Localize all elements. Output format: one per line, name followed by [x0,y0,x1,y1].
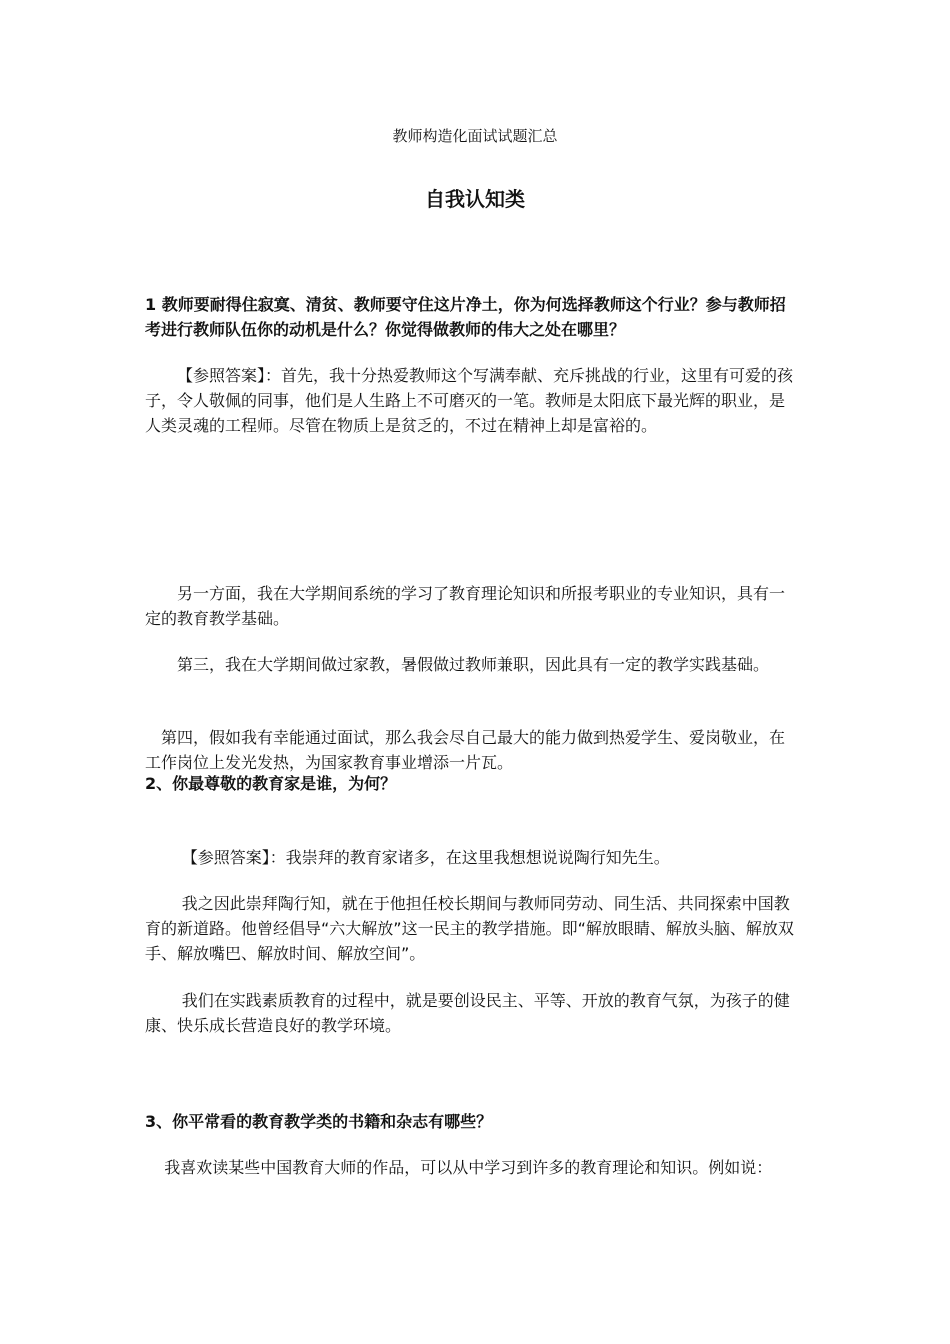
question-1: 1 教师要耐得住寂寞、清贫、教师要守住这片净土，你为何选择教师这个行业？参与教师招考进行教师队伍你的动机是什么？你觉得做教师的伟大之处在哪里？ [145,295,786,339]
answer-1-paragraph-3: 第三，我在大学期间做过家教，暑假做过教师兼职，因此具有一定的教学实践基础。 [177,655,770,674]
answer-1: 【参照答案】：首先，我十分热爱教师这个写满奉献、充斥挑战的行业，这里有可爱的孩子，令人敬佩的同事，他们是人生路上不可磨灭的一笔。教师是太阳底下最光辉的职业，是人类灵魂的工程师。尽管在物质上是贫乏的，不过在精神上却是富裕的。 [145,366,794,435]
answer-1-paragraph-2: 另一方面，我在大学期间系统的学习了教育理论知识和所报考职业的专业知识，具有一定的教育教学基础。 [145,584,786,628]
question-2: 2、你最尊敬的教育家是谁，为何？ [145,774,397,793]
answer-2: 【参照答案】：我崇拜的教育家诸多，在这里我想想说说陶行知先生。 [181,848,670,867]
answer-3: 我喜欢读某些中国教育大师的作品，可以从中学习到许多的教育理论和知识。例如说： [164,1158,773,1177]
answer-1-paragraph-4: 第四，假如我有幸能通过面试，那么我会尽自己最大的能力做到热爱学生、爱岗敬业，在工作岗位上发光发热，为国家教育事业增添一片瓦。 [145,728,786,772]
document-title: 教师构造化面试试题汇总 [392,127,558,145]
section-title: 自我认知类 [425,187,525,211]
question-3: 3、你平常看的教育教学类的书籍和杂志有哪些？ [145,1112,493,1131]
answer-2-paragraph-2: 我之因此崇拜陶行知，就在于他担任校长期间与教师同劳动、同生活、共同探索中国教育的新道路。他曾经倡导“六大解放”这一民主的教学措施。即“解放眼睛、解放头脑、解放双手、解放嘴巴、解放时间、解放空间”。 [145,894,794,963]
answer-2-paragraph-3: 我们在实践素质教育的过程中，就是要创设民主、平等、开放的教育气氛，为孩子的健康、快乐成长营造良好的教学环境。 [145,991,790,1035]
